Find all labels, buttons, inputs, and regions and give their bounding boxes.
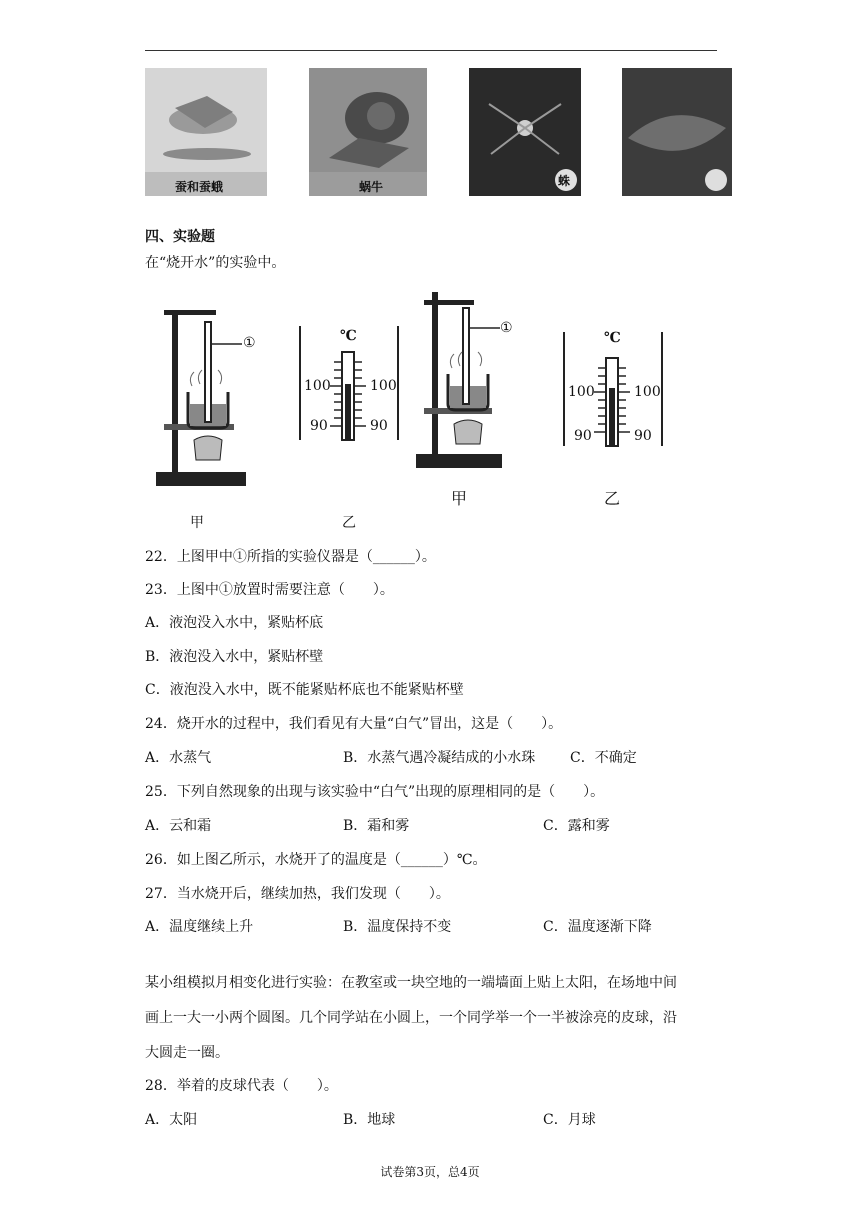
q23-option-a: A．液泡没入水中，紧贴杯底 [145,615,324,631]
q25-option-b: B．霜和雾 [343,818,410,834]
marker-1-right: ① [500,320,513,336]
figure-label-yi-right: 乙 [604,489,621,508]
passage-line-2: 画上一大一小两个圆图。几个同学站在小圆上，一个同学举一个一半被涂亮的皮球，沿 [145,1010,677,1026]
tick-100-left-a: 100 [304,378,331,394]
question-25: 25．下列自然现象的出现与该实验中“白气”出现的原理相同的是（ ）。 [145,784,605,800]
q25-option-c: C．露和雾 [543,818,610,834]
tick-100-right-a: 100 [568,384,595,400]
photo-snail [309,68,427,196]
apparatus-left [150,300,270,495]
intro-text: 在“烧开水”的实验中。 [145,255,286,271]
passage-line-1: 某小组模拟月相变化进行实验：在教室或一块空地的一端墙面上贴上太阳，在场地中间 [145,975,677,991]
question-24: 24．烧开水的过程中，我们看见有大量“白气”冒出，这是（ ）。 [145,716,563,732]
question-28: 28．举着的皮球代表（ ）。 [145,1078,338,1094]
figure-label-jia-right: 甲 [451,489,468,508]
tick-90-left-b: 90 [370,418,388,434]
top-rule [145,50,717,51]
thermometer-scale-left [298,322,408,444]
photo-label-snail: 蜗牛 [359,180,384,194]
tick-90-left-a: 90 [310,418,328,434]
tick-100-left-b: 100 [370,378,397,394]
tick-90-right-b: 90 [634,428,652,444]
q27-option-c: C．温度逐渐下降 [543,919,652,935]
q23-option-b: B．液泡没入水中，紧贴杯壁 [145,649,324,665]
question-22: 22．上图甲中①所指的实验仪器是（______）。 [145,549,436,565]
photo-leaf-insect [622,68,732,196]
q25-option-a: A．云和霜 [145,818,212,834]
q27-option-a: A．温度继续上升 [145,919,254,935]
photo-silkworm [145,68,267,196]
q23-option-c: C．液泡没入水中，既不能紧贴杯底也不能紧贴杯壁 [145,682,464,698]
q28-option-b: B．地球 [343,1112,396,1128]
question-23: 23．上图中①放置时需要注意（ ）。 [145,582,394,598]
figure-label-yi-left: 乙 [342,515,356,531]
unit-celsius-left: ℃ [340,328,357,344]
photo-spider [469,68,581,196]
photo-label-spider: 蛛 [558,174,571,188]
thermometer-scale-right [562,328,672,450]
section-title: 四、实验题 [145,229,215,245]
figure-label-jia-left: 甲 [190,515,204,531]
photo-label-silkworm: 蚕和蚕蛾 [175,180,224,194]
tick-90-right-a: 90 [574,428,592,444]
q27-option-b: B．温度保持不变 [343,919,452,935]
tick-100-right-b: 100 [634,384,661,400]
q28-option-c: C．月球 [543,1112,596,1128]
marker-1-left: ① [243,335,256,351]
q24-option-a: A．水蒸气 [145,750,212,766]
passage-line-3: 大圆走一圈。 [145,1045,229,1061]
q24-option-c: C．不确定 [570,750,637,766]
unit-celsius-right: ℃ [604,330,621,346]
question-27: 27．当水烧开后，继续加热，我们发现（ ）。 [145,886,450,902]
q28-option-a: A．太阳 [145,1112,198,1128]
page-footer: 试卷第3页，总4页 [380,1165,480,1179]
q24-option-b: B．水蒸气遇冷凝结成的小水珠 [343,750,536,766]
question-26: 26．如上图乙所示，水烧开了的温度是（______）℃。 [145,852,487,868]
apparatus-right [412,286,522,476]
